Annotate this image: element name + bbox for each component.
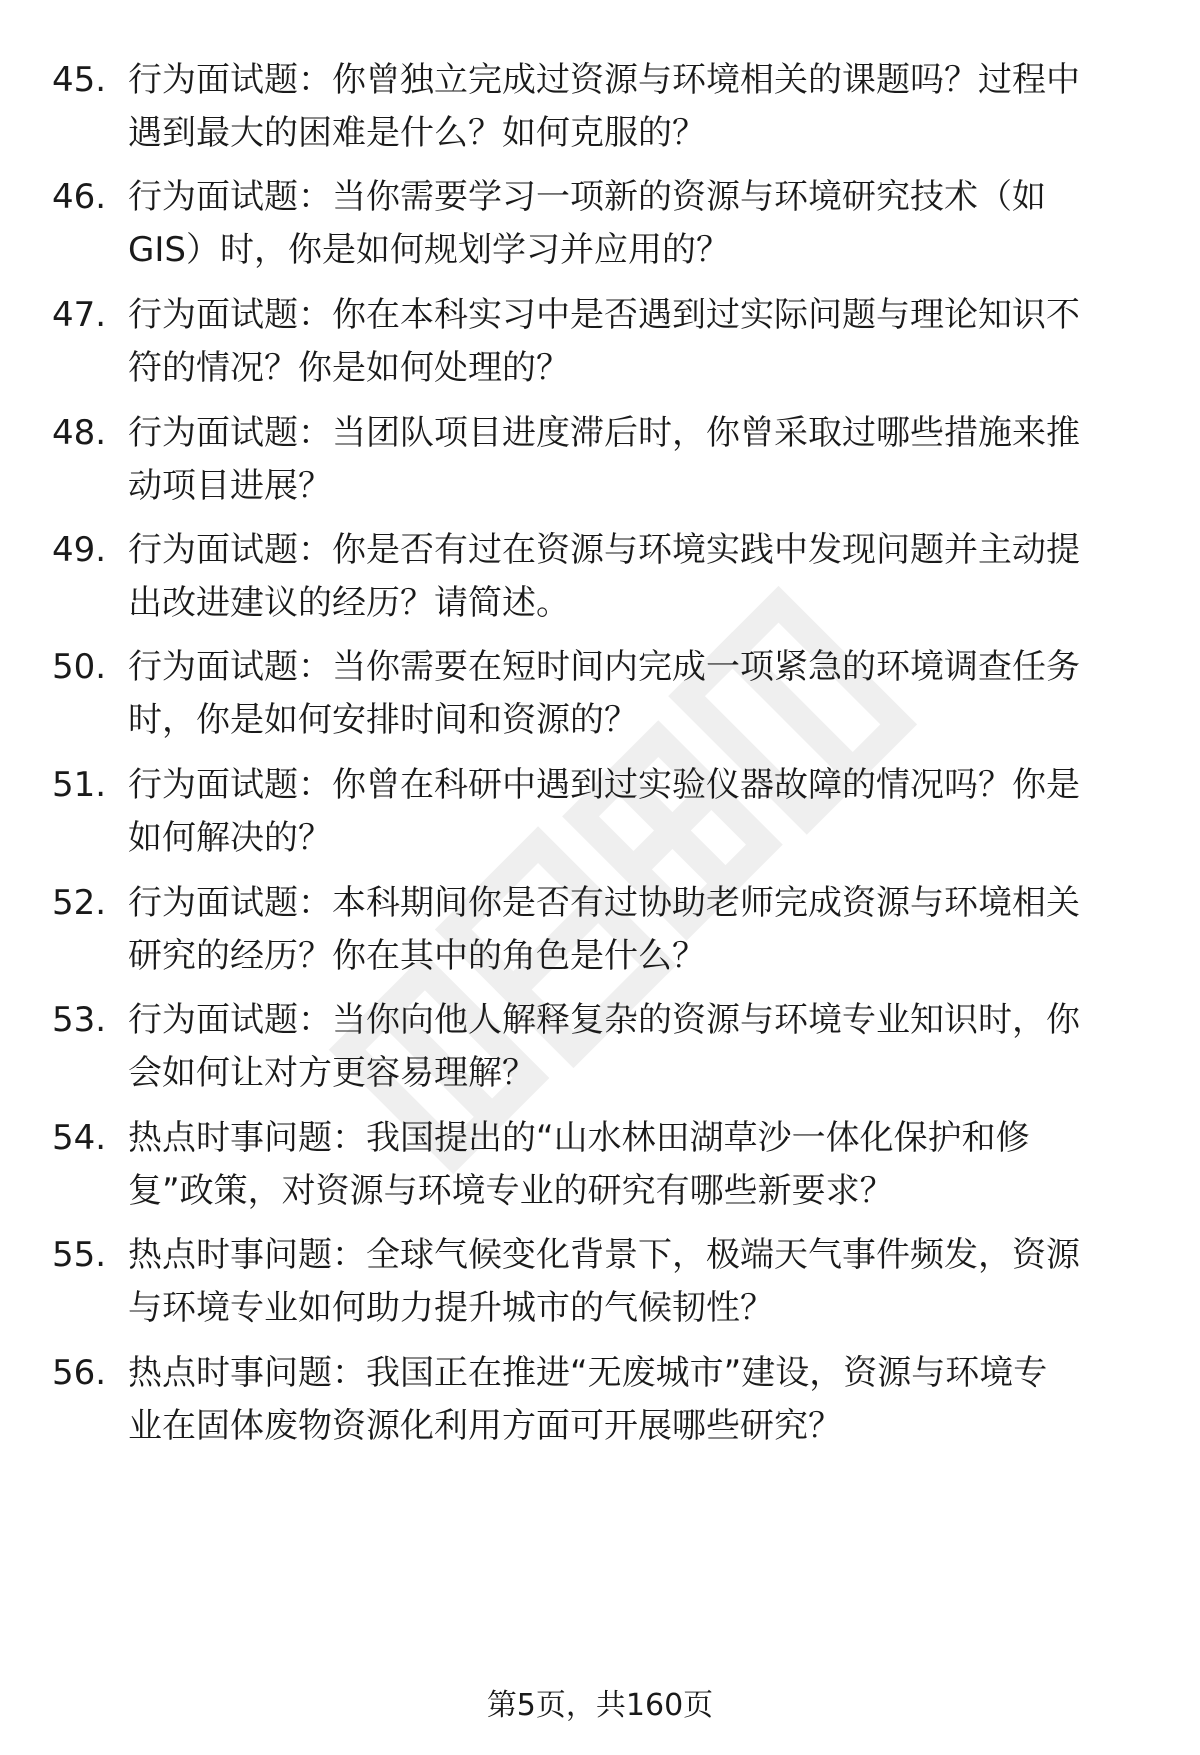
question-item xyxy=(0,994,1200,1104)
question-text-line: 遇到最大的困难是什么？如何克服的？ xyxy=(128,113,706,153)
question-text-line: 行为面试题：你曾独立完成过资源与环境相关的课题吗？过程中 xyxy=(128,60,1080,100)
question-item xyxy=(0,407,1200,517)
question-text-line: 热点时事问题：我国正在推进“无废城市”建设，资源与环境专 xyxy=(128,1353,1048,1393)
question-item xyxy=(0,759,1200,869)
question-text-line: 符的情况？你是如何处理的？ xyxy=(128,348,570,388)
question-text xyxy=(128,171,1148,277)
question-text-line: 如何解决的？ xyxy=(128,818,332,858)
question-text-line: 行为面试题：你是否有过在资源与环境实践中发现问题并主动提 xyxy=(128,530,1080,570)
question-text-line: 复”政策，对资源与环境专业的研究有哪些新要求？ xyxy=(128,1171,894,1211)
question-item xyxy=(0,524,1200,634)
question-text xyxy=(128,759,1148,865)
question-text-line: 行为面试题：当你向他人解释复杂的资源与环境专业知识时，你 xyxy=(128,1000,1080,1040)
question-text-line: 动项目进展？ xyxy=(128,466,332,506)
question-number: 47. xyxy=(52,295,107,335)
question-number: 46. xyxy=(52,177,107,217)
question-text-line: 热点时事问题：全球气候变化背景下，极端天气事件频发，资源 xyxy=(128,1235,1080,1275)
question-item xyxy=(0,289,1200,399)
question-item xyxy=(0,641,1200,751)
question-number: 49. xyxy=(52,530,107,570)
question-text xyxy=(128,1229,1148,1335)
question-text-line: 会如何让对方更容易理解？ xyxy=(128,1053,536,1093)
question-text-line: 行为面试题：本科期间你是否有过协助老师完成资源与环境相关 xyxy=(128,883,1080,923)
question-item xyxy=(0,171,1200,281)
question-number: 48. xyxy=(52,413,107,453)
question-number: 51. xyxy=(52,765,107,805)
question-text xyxy=(128,407,1148,513)
question-item xyxy=(0,1229,1200,1339)
question-text-line: GIS）时，你是如何规划学习并应用的？ xyxy=(128,230,730,270)
question-number: 56. xyxy=(52,1353,107,1393)
question-text xyxy=(128,994,1148,1100)
question-number: 52. xyxy=(52,883,107,923)
question-text xyxy=(128,289,1148,395)
question-item xyxy=(0,1347,1200,1457)
question-text-line: 与环境专业如何助力提升城市的气候韧性？ xyxy=(128,1288,774,1328)
question-text xyxy=(128,524,1148,630)
question-text-line: 业在固体废物资源化利用方面可开展哪些研究？ xyxy=(128,1406,842,1446)
question-text-line: 热点时事问题：我国提出的“山水林田湖草沙一体化保护和修 xyxy=(128,1118,1030,1158)
question-number: 54. xyxy=(52,1118,107,1158)
question-text-line: 行为面试题：当你需要学习一项新的资源与环境研究技术（如 xyxy=(128,177,1046,217)
question-text-line: 行为面试题：当你需要在短时间内完成一项紧急的环境调查任务 xyxy=(128,647,1080,687)
question-text-line: 研究的经历？你在其中的角色是什么？ xyxy=(128,936,706,976)
question-text xyxy=(128,1347,1148,1453)
question-text-line: 行为面试题：你曾在科研中遇到过实验仪器故障的情况吗？你是 xyxy=(128,765,1080,805)
question-text xyxy=(128,1112,1148,1218)
question-number: 55. xyxy=(52,1235,107,1275)
question-text-line: 出改进建议的经历？请简述。 xyxy=(128,583,570,623)
question-text xyxy=(128,877,1148,983)
question-text xyxy=(128,641,1148,747)
question-text-line: 时，你是如何安排时间和资源的？ xyxy=(128,700,638,740)
question-item xyxy=(0,54,1200,164)
question-text-line: 行为面试题：当团队项目进度滞后时，你曾采取过哪些措施来推 xyxy=(128,413,1080,453)
page-number-footer: 第5页，共160页 xyxy=(486,1688,714,1723)
question-number: 45. xyxy=(52,60,107,100)
question-text-line: 行为面试题：你在本科实习中是否遇到过实际问题与理论知识不 xyxy=(128,295,1080,335)
question-item xyxy=(0,1112,1200,1222)
question-text xyxy=(128,54,1148,160)
question-number: 53. xyxy=(52,1000,107,1040)
question-number: 50. xyxy=(52,647,107,687)
question-item xyxy=(0,877,1200,987)
